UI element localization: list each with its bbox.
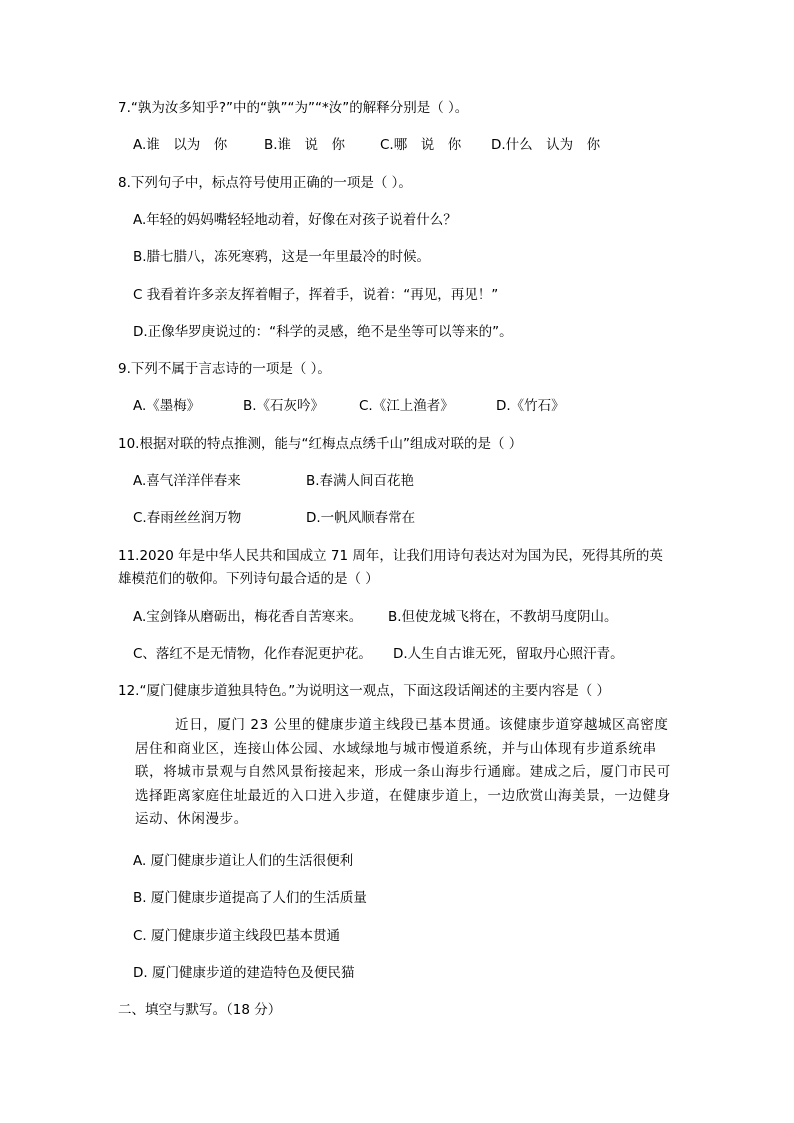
q10-option-b[interactable]: B.春满人间百花艳 [306,473,415,489]
q9-option-c[interactable]: C.《江上渔者》 [359,398,454,414]
q11-stem-line1: 11.2020 年是中华人民共和国成立 71 周年，让我们用诗句表达对为国为民，死得其所的英 [118,548,663,564]
q10-option-c[interactable]: C.春雨丝丝润万物 [133,510,242,526]
q11-option-c[interactable]: C、落红不是无情物，化作春泥更护花。 [133,646,372,662]
q9-option-b[interactable]: B.《石灰吟》 [243,398,325,414]
q7-option-a[interactable]: A.谁 以为 你 [133,137,228,153]
q7-stem: 7.“孰为汝多知乎?”中的“孰”“为”“*汝”的解释分别是（ ）。 [118,100,469,116]
q11-option-d[interactable]: D.人生自古谁无死，留取丹心照汗青。 [393,646,624,662]
q11-stem-line2: 雄模范们的敬仰。下列诗句最合适的是（ ） [118,571,379,587]
q10-stem: 10.根据对联的特点推测，能与“红梅点点绣千山”组成对联的是（ ） [118,436,523,452]
q7-option-b[interactable]: B.谁 说 你 [264,137,346,153]
q8-option-c[interactable]: C 我看着许多亲友挥着帽子，挥着手，说着：“再见，再见！” [133,287,499,303]
q12-option-c[interactable]: C. 厦门健康步道主线段巴基本贯通 [133,928,341,944]
q11-option-a[interactable]: A.宝剑锋从磨砺出，梅花香自苦寒来。 [133,609,363,625]
q12-option-d[interactable]: D. 厦门健康步道的建造特色及便民猫 [133,965,355,981]
q8-option-a[interactable]: A.年轻的妈妈嘴轻轻地动着，好像在对孩子说着什么？ [133,212,457,228]
q8-option-d[interactable]: D.正像华罗庚说过的：“科学的灵感，绝不是坐等可以等来的”。 [133,324,513,340]
q12-option-a[interactable]: A. 厦门健康步道让人们的生活很便利 [133,853,354,869]
q8-stem: 8.下列句子中，标点符号使用正确的一项是（ ）。 [118,175,412,191]
q11-option-b[interactable]: B.但使龙城飞将在，不教胡马度阴山。 [388,609,618,625]
q9-option-a[interactable]: A.《墨梅》 [133,398,201,414]
q9-stem: 9.下列不属于言志诗的一项是（ ）。 [118,361,331,377]
q12-passage: 近日，厦门 23 公里的健康步道主线段已基本贯通。该健康步道穿越城区高密度居住和商业区，连接山体公园、水域绿地与城市慢道系统，并与山体现有步道系统串联，将城市景观与自然风景衔接起来，形成一条山海步行通廊。建成之后，厦门市民可选择距离家庭住址最近的入口进入步道，在健康步道上，一边欣赏山海美景，一边健身运动、休闲漫步。 [135,717,671,827]
q8-option-b[interactable]: B.腊七腊八，冻死寒鸦，这是一年里最冷的时候。 [133,249,431,265]
q7-option-c[interactable]: C.哪 说 你 [380,137,462,153]
q10-option-a[interactable]: A.喜气洋洋伴春来 [133,473,241,489]
q10-option-d[interactable]: D.一帆风顺春常在 [306,510,416,526]
q9-option-d[interactable]: D.《竹石》 [496,398,565,414]
q7-option-d[interactable]: D.什么 认为 你 [491,137,601,153]
q12-stem: 12.“厦门健康步道独具特色。”为说明这一观点，下面这段话阐述的主要内容是（ ） [118,683,610,699]
q12-option-b[interactable]: B. 厦门健康步道提高了人们的生活质量 [133,890,367,906]
section2-heading: 二、填空与默写。（18 分） [118,1002,282,1018]
